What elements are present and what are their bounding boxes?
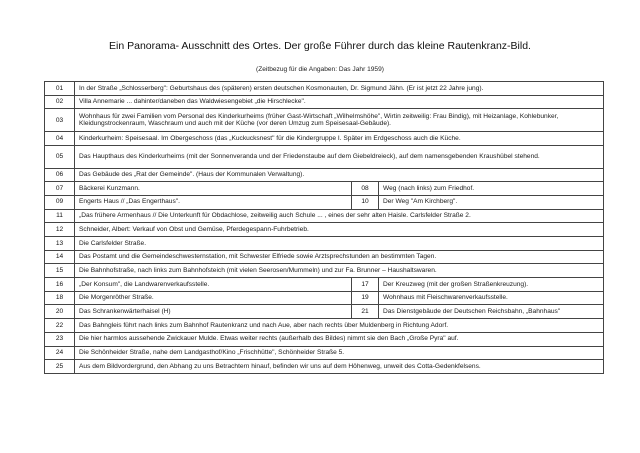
row-number: 04 xyxy=(45,132,75,146)
row-text: Weg (nach links) zum Friedhof. xyxy=(379,182,604,196)
row-text: Das Schrankenwärterhaisel (H) xyxy=(75,305,352,319)
row-text: Wohnhaus mit Fleischwarenverkaufsstelle. xyxy=(379,291,604,305)
table-row xyxy=(45,195,604,209)
row-text: Die Bahnhofstraße, nach links zum Bahnhofsteich (mit vielen Seerosen/Mummeln) und zur Fa. Brunner – Haushaltswaren. xyxy=(75,264,604,278)
table-row xyxy=(45,209,604,223)
table-row xyxy=(45,332,604,346)
table-row xyxy=(45,109,604,132)
row-text: „Das frühere Armenhaus // Die Unterkunft für Obdachlose, zeitweilig auch Schule ... , eines der sehr alten Haisle. Carlsfelder Straße 2. xyxy=(75,209,604,223)
table-row xyxy=(45,250,604,264)
row-text: Kinderkurheim: Speisesaal. Im Obergeschoss (das „Kuckucksnest" für die Kindergruppe I. Später im Erdgeschoss auch die Küche. xyxy=(75,132,604,146)
row-text: Schneider, Albert: Verkauf von Obst und Gemüse, Pferdegespann-Fuhrbetrieb. xyxy=(75,223,604,237)
row-number: 22 xyxy=(45,319,75,333)
row-text: Bäckerei Kunzmann. xyxy=(75,182,352,196)
table-row xyxy=(45,264,604,278)
row-number: 21 xyxy=(352,305,379,319)
table-row xyxy=(45,82,604,96)
table-row xyxy=(45,291,604,305)
row-text: Die Morgenröther Straße. xyxy=(75,291,352,305)
row-number: 06 xyxy=(45,168,75,182)
row-text: Villa Annemarie ... dahinter/daneben das Waldwiesengebiet „die Hirschlecke". xyxy=(75,95,604,109)
row-text: Aus dem Bildvordergrund, den Abhang zu uns Betrachtern hinauf, befinden wir uns auf dem Höhenweg, unweit des Cotta-Gedenkfelsens. xyxy=(75,360,604,374)
row-number: 10 xyxy=(352,195,379,209)
row-text: Wohnhaus für zwei Familien vom Personal des Kinderkurheims (früher Gast-Wirtschaft „Wilhelmshöhe", Wirtin zeitweilig: Frau Bindig), mit Heizanlage, Kohlebunker, Kleidungstrockenraum, Waschraum und auch mit der Küche (vor deren Umzug zum Speisesaal-Gebäude). xyxy=(75,109,604,132)
legend-table xyxy=(44,81,604,374)
row-text: Die Schönheider Straße, nahe dem Landgasthof/Kino „Frischhütte", Schönheider Straße 5. xyxy=(75,346,604,360)
row-text: In der Straße „Schlosserberg": Geburtshaus des (späteren) ersten deutschen Kosmonauten, Dr. Sigmund Jähn. (Er ist jetzt 22 Jahre jung). xyxy=(75,82,604,96)
table-row xyxy=(45,95,604,109)
row-number: 17 xyxy=(352,278,379,292)
row-number: 16 xyxy=(45,278,75,292)
row-text: Die Carlsfelder Straße. xyxy=(75,237,604,251)
row-number: 14 xyxy=(45,250,75,264)
row-text: Das Haupthaus des Kinderkurheims (mit der Sonnenveranda und der Friedenstaube auf dem Giebeldreieck), auf dem namensgebenden Kraushübel stehend. xyxy=(75,146,604,169)
row-text: Engerts Haus // „Das Engerthaus". xyxy=(75,195,352,209)
page-subtitle: (Zeitbezug für die Angaben: Das Jahr 1959) xyxy=(256,66,384,73)
row-number: 01 xyxy=(45,82,75,96)
table-row xyxy=(45,319,604,333)
row-text: Das Dienstgebäude der Deutschen Reichsbahn, „Bahnhaus" xyxy=(379,305,604,319)
row-number: 20 xyxy=(45,305,75,319)
table-row xyxy=(45,346,604,360)
row-number: 12 xyxy=(45,223,75,237)
row-text: Der Kreuzweg (mit der großen Straßenkreuzung). xyxy=(379,278,604,292)
row-number: 25 xyxy=(45,360,75,374)
table-row xyxy=(45,146,604,169)
row-number: 08 xyxy=(352,182,379,196)
table-row xyxy=(45,182,604,196)
table-row xyxy=(45,223,604,237)
row-number: 09 xyxy=(45,195,75,209)
table-row xyxy=(45,132,604,146)
row-number: 23 xyxy=(45,332,75,346)
row-number: 03 xyxy=(45,109,75,132)
row-number: 05 xyxy=(45,146,75,169)
page-title: Ein Panorama- Ausschnitt des Ortes. Der große Führer durch das kleine Rautenkranz-Bild. xyxy=(109,40,531,52)
row-number: 19 xyxy=(352,291,379,305)
row-number: 02 xyxy=(45,95,75,109)
table-row xyxy=(45,237,604,251)
row-text: „Der Konsum", die Landwarenverkaufsstelle. xyxy=(75,278,352,292)
row-number: 11 xyxy=(45,209,75,223)
row-text: Das Postamt und die Gemeindeschwesternstation, mit Schwester Elfriede sowie Arztsprechstunden an bestimmten Tagen. xyxy=(75,250,604,264)
table-row xyxy=(45,278,604,292)
row-text: Der Weg "Am Kirchberg". xyxy=(379,195,604,209)
table-row xyxy=(45,305,604,319)
row-text: Das Gebäude des „Rat der Gemeinde". (Haus der Kommunalen Verwaltung). xyxy=(75,168,604,182)
row-number: 07 xyxy=(45,182,75,196)
row-number: 13 xyxy=(45,237,75,251)
table-row xyxy=(45,360,604,374)
row-number: 15 xyxy=(45,264,75,278)
table-row xyxy=(45,168,604,182)
row-number: 18 xyxy=(45,291,75,305)
row-number: 24 xyxy=(45,346,75,360)
row-text: Das Bahngleis führt nach links zum Bahnhof Rautenkranz und nach Aue, aber nach rechts über Muldenberg in Richtung Adorf. xyxy=(75,319,604,333)
row-text: Die hier harmlos aussehende Zwickauer Mulde. Etwas weiter rechts (außerhalb des Bildes) nimmt sie den Bach „Große Pyra" auf. xyxy=(75,332,604,346)
